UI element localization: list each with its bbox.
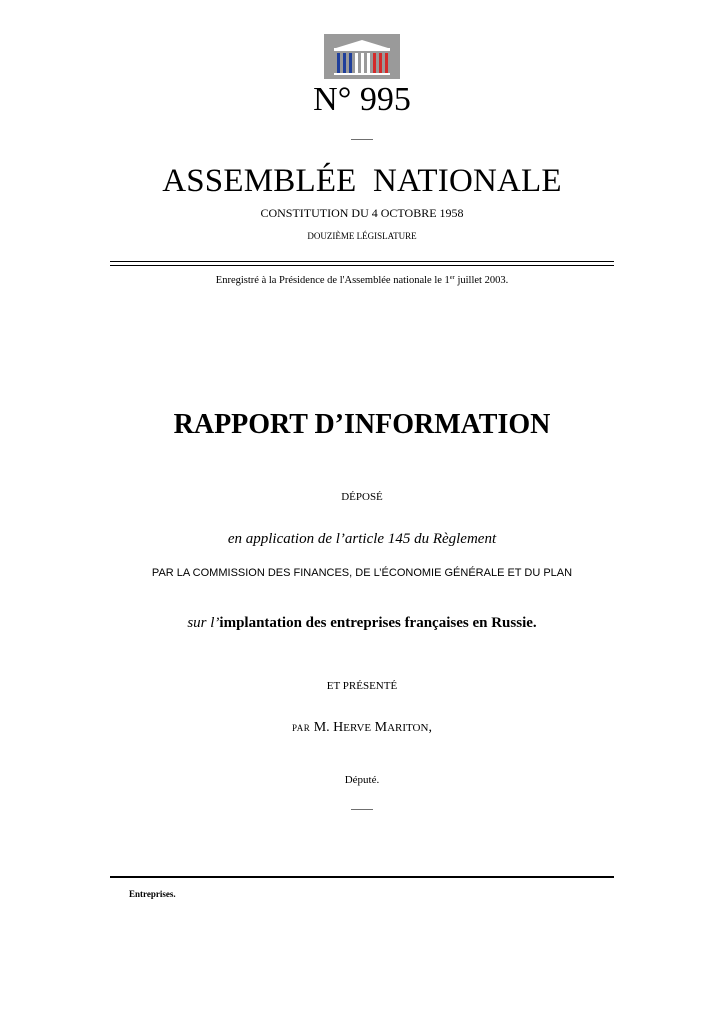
double-rule-bottom — [110, 265, 614, 266]
registration-ordinal: er — [449, 274, 455, 281]
assembly-title: ASSEMBLÉE NATIONALE — [162, 163, 562, 199]
author-role: Député. — [344, 774, 380, 786]
report-title: RAPPORT D’INFORMATION — [173, 409, 551, 440]
author-prefix: PAR — [292, 723, 311, 733]
author-first-rest: ERVE — [343, 722, 372, 734]
subject-topic: implantation des entreprises françaises en Russie. — [219, 615, 537, 631]
short-divider-bottom — [351, 809, 373, 810]
author-last-initial: M — [371, 720, 388, 735]
application-line: en application de l’article 145 du Règlement — [227, 531, 497, 547]
registration-line — [0, 274, 724, 287]
subject-prefix: sur l’ — [187, 615, 220, 631]
commission-line: PAR LA COMMISSION DES FINANCES, DE L’ÉCONOMIE GÉNÉRALE ET DU PLAN — [151, 567, 573, 579]
author-title: M. H — [313, 720, 344, 735]
footer-category: Entreprises. — [129, 889, 176, 899]
author-last-rest: ARITON — [387, 722, 429, 734]
double-rule-top — [110, 261, 614, 262]
author-suffix: , — [428, 720, 432, 735]
assemblee-nationale-logo-icon — [324, 34, 400, 79]
registration-text: Enregistré à la Présidence de l'Assemblée nationale le 1 — [215, 275, 450, 286]
author-line — [0, 719, 724, 737]
constitution-line: CONSTITUTION DU 4 OCTOBRE 1958 — [260, 206, 464, 220]
legislature-line: DOUZIÈME LÉGISLATURE — [307, 231, 417, 241]
registration-date: juillet 2003. — [454, 275, 509, 286]
deposited-label: DÉPOSÉ — [341, 491, 383, 503]
presented-label: ET PRÉSENTÉ — [326, 680, 398, 692]
footer-rule — [110, 876, 614, 878]
short-divider — [351, 139, 373, 140]
subject-line — [0, 614, 724, 632]
document-number: N° 995 — [313, 81, 411, 118]
